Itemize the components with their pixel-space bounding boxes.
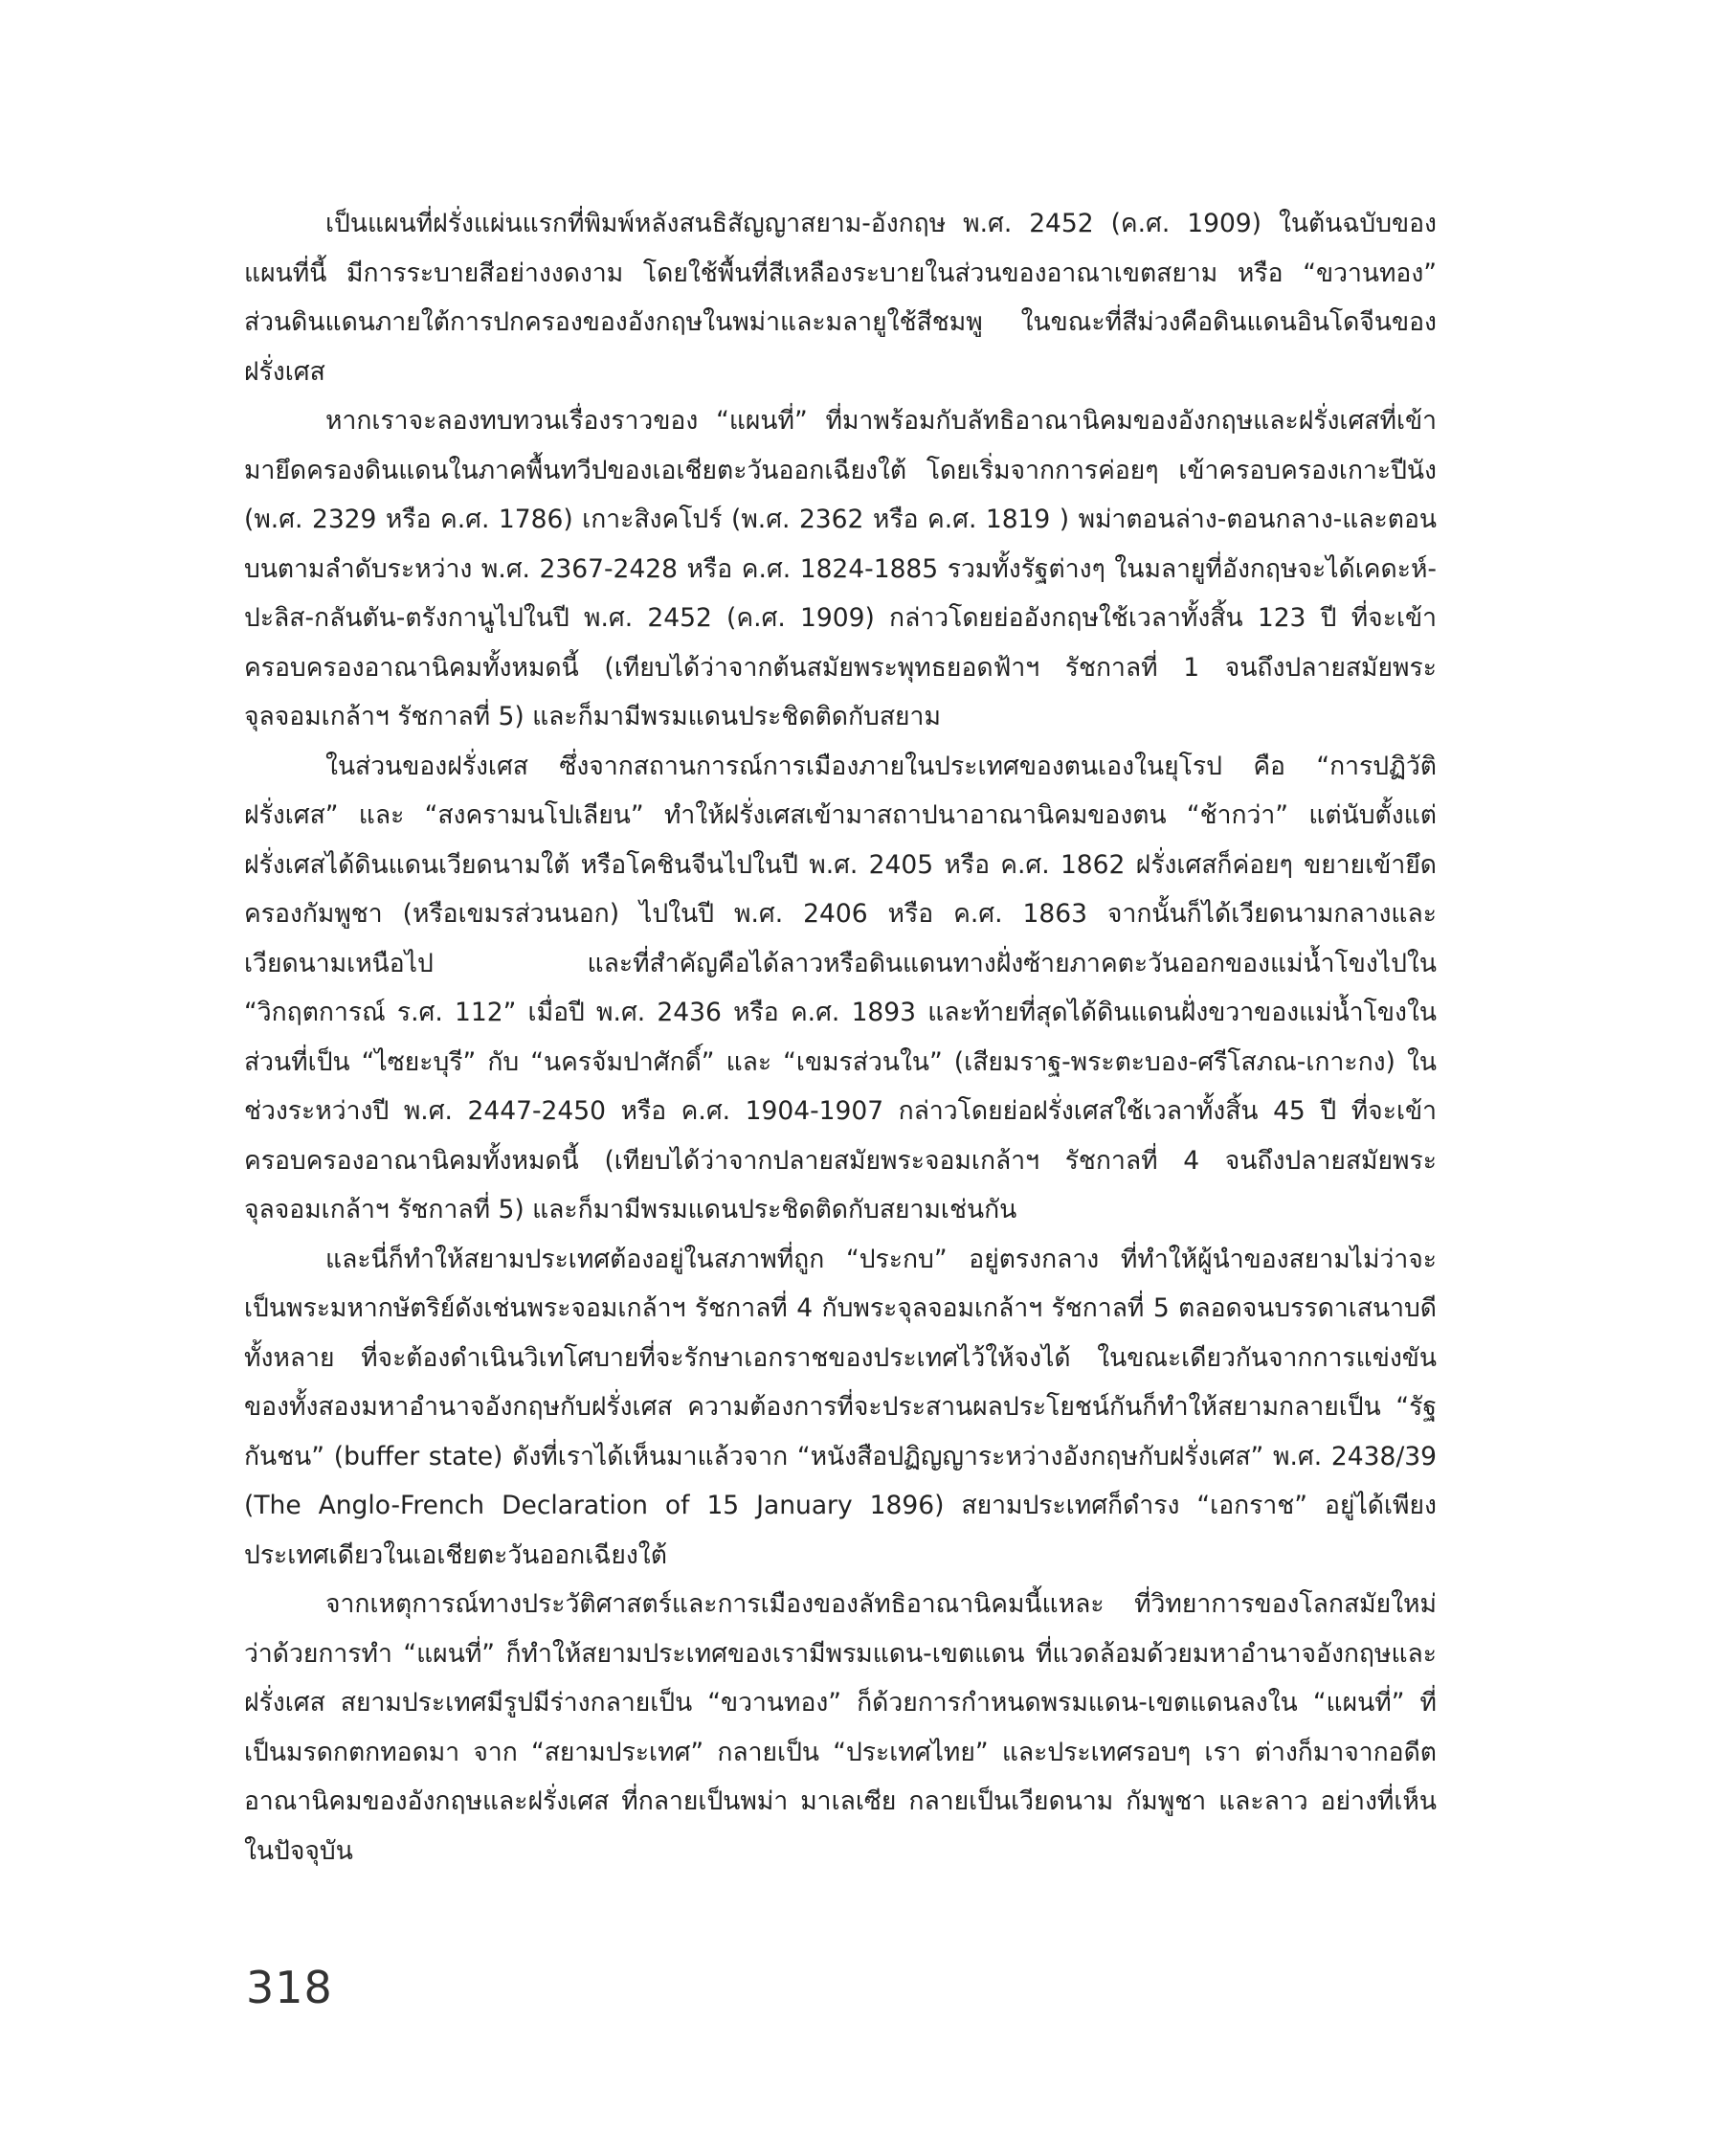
paragraph: ในส่วนของฝรั่งเศส ซึ่งจากสถานการณ์การเมืองภายในประเทศของตนเองในยุโรป คือ “การปฏิวัติฝรั่งเศส” และ “สงครามนโปเลียน” ทำให้ฝรั่งเศสเข้ามาสถาปนาอาณานิคมของตน “ช้ากว่า” แต่นับตั้งแต่ฝรั่งเศสได้ดินแดนเวียดนามใต้ หรือโคชินจีนไปในปี พ.ศ. 2405 หรือ ค.ศ. 1862 ฝรั่งเศสก็ค่อยๆ ขยายเข้ายึดครองกัมพูชา (หรือเขมรส่วนนอก) ไปในปี พ.ศ. 2406 หรือ ค.ศ. 1863 จากนั้นก็ได้เวียดนามกลางและเวียดนามเหนือไป และที่สำคัญคือได้ลาวหรือดินแดนทางฝั่งซ้ายภาคตะวันออกของแม่น้ำโขงไปใน “วิกฤตการณ์ ร.ศ. 112” เมื่อปี พ.ศ. 2436 หรือ ค.ศ. 1893 และท้ายที่สุดได้ดินแดนฝั่งขวาของแม่น้ำโขงในส่วนที่เป็น “ไซยะบุรี” กับ “นครจัมปาศักดิ์” และ “เขมรส่วนใน” (เสียมราฐ-พระตะบอง-ศรีโสภณ-เกาะกง) ในช่วงระหว่างปี พ.ศ. 2447-2450 หรือ ค.ศ. 1904-1907 กล่าวโดยย่อฝรั่งเศสใช้เวลาทั้งสิ้น 45 ปี ที่จะเข้าครอบครองอาณานิคมทั้งหมดนี้ (เทียบได้ว่าจากปลายสมัยพระจอมเกล้าฯ รัชกาลที่ 4 จนถึงปลายสมัยพระจุลจอมเกล้าฯ รัชกาลที่ 5) และก็มามีพรมแดนประชิดติดกับสยามเช่นกัน [244,751,1437,1224]
paragraph: หากเราจะลองทบทวนเรื่องราวของ “แผนที่” ที่มาพร้อมกับลัทธิอาณานิคมของอังกฤษและฝรั่งเศสที่เข้ามายึดครองดินแดนในภาคพื้นทวีปของเอเชียตะวันออกเฉียงใต้ โดยเริ่มจากการค่อยๆ เข้าครอบครองเกาะปีนัง (พ.ศ. 2329 หรือ ค.ศ. 1786) เกาะสิงคโปร์ (พ.ศ. 2362 หรือ ค.ศ. 1819 ) พม่าตอนล่าง-ตอนกลาง-และตอนบนตามลำดับระหว่าง พ.ศ. 2367-2428 หรือ ค.ศ. 1824-1885 รวมทั้งรัฐต่างๆ ในมลายูที่อังกฤษจะได้เคดะห์-ปะลิส-กลันตัน-ตรังกานูไปในปี พ.ศ. 2452 (ค.ศ. 1909) กล่าวโดยย่ออังกฤษใช้เวลาทั้งสิ้น 123 ปี ที่จะเข้าครอบครองอาณานิคมทั้งหมดนี้ (เทียบได้ว่าจากต้นสมัยพระพุทธยอดฟ้าฯ รัชกาลที่ 1 จนถึงปลายสมัยพระจุลจอมเกล้าฯ รัชกาลที่ 5) และก็มามีพรมแดนประชิดติดกับสยาม [244,406,1437,731]
body-text [244,199,1437,1875]
paragraph: เป็นแผนที่ฝรั่งแผ่นแรกที่พิมพ์หลังสนธิสัญญาสยาม-อังกฤษ พ.ศ. 2452 (ค.ศ. 1909) ในต้นฉบับของแผนที่นี้ มีการระบายสีอย่างงดงาม โดยใช้พื้นที่สีเหลืองระบายในส่วนของอาณาเขตสยาม หรือ “ขวานทอง” ส่วนดินแดนภายใต้การปกครองของอังกฤษในพม่าและมลายูใช้สีชมพู ในขณะที่สีม่วงคือดินแดนอินโดจีนของฝรั่งเศส [244,209,1437,387]
page-number: 318 [246,1962,333,2013]
paragraph: และนี่ก็ทำให้สยามประเทศต้องอยู่ในสภาพที่ถูก “ประกบ” อยู่ตรงกลาง ที่ทำให้ผู้นำของสยามไม่ว่าจะเป็นพระมหากษัตริย์ดังเช่นพระจอมเกล้าฯ รัชกาลที่ 4 กับพระจุลจอมเกล้าฯ รัชกาลที่ 5 ตลอดจนบรรดาเสนาบดีทั้งหลาย ที่จะต้องดำเนินวิเทโศบายที่จะรักษาเอกราชของประเทศไว้ให้จงได้ ในขณะเดียวกันจากการแข่งขันของทั้งสองมหาอำนาจอังกฤษกับฝรั่งเศส ความต้องการที่จะประสานผลประโยชน์กันก็ทำให้สยามกลายเป็น “รัฐกันชน” (buffer state) ดังที่เราได้เห็นมาแล้วจาก “หนังสือปฏิญญาระหว่างอังกฤษกับฝรั่งเศส” พ.ศ. 2438/39 (The Anglo-French Declaration of 15 January 1896) สยามประเทศก็ดำรง “เอกราช” อยู่ได้เพียงประเทศเดียวในเอเชียตะวันออกเฉียงใต้ [244,1244,1437,1570]
paragraph: จากเหตุการณ์ทางประวัติศาสตร์และการเมืองของลัทธิอาณานิคมนี้แหละ ที่วิทยาการของโลกสมัยใหม่ว่าด้วยการทำ “แผนที่” ก็ทำให้สยามประเทศของเรามีพรมแดน-เขตแดน ที่แวดล้อมด้วยมหาอำนาจอังกฤษและฝรั่งเศส สยามประเทศมีรูปมีร่างกลายเป็น “ขวานทอง” ก็ด้วยการกำหนดพรมแดน-เขตแดนลงใน “แผนที่” ที่เป็นมรดกตกทอดมา จาก “สยามประเทศ” กลายเป็น “ประเทศไทย” และประเทศรอบๆ เรา ต่างก็มาจากอดีตอาณานิคมของอังกฤษและฝรั่งเศส ที่กลายเป็นพม่า มาเลเซีย กลายเป็นเวียดนาม กัมพูชา และลาว อย่างที่เห็นในปัจจุบัน [244,1589,1437,1866]
